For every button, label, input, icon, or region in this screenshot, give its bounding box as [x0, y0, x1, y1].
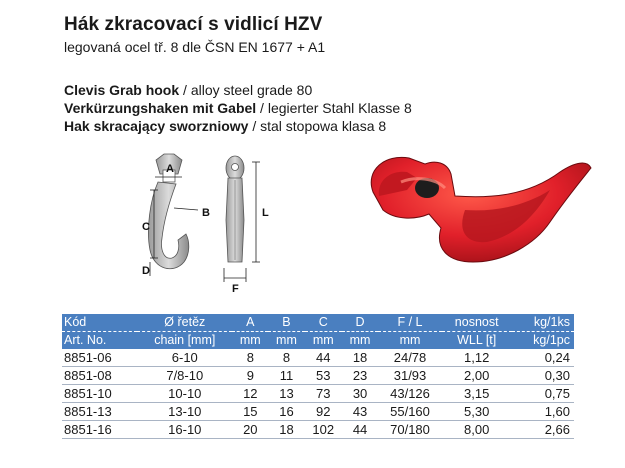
cell-chain: 13-10 — [137, 403, 232, 421]
cell-weight: 2,66 — [512, 421, 575, 439]
cell-a: 12 — [232, 385, 268, 403]
cell-b: 11 — [268, 367, 304, 385]
table-row — [62, 403, 574, 421]
cell-a: 9 — [232, 367, 268, 385]
desc-de: / legierter Stahl Klasse 8 — [256, 100, 412, 116]
cell-a: 20 — [232, 421, 268, 439]
cell-fl: 31/93 — [378, 367, 442, 385]
hook-side-view — [226, 156, 244, 262]
cell-c: 44 — [305, 349, 342, 367]
cell-fl: 55/160 — [378, 403, 442, 421]
desc-en: / alloy steel grade 80 — [179, 82, 313, 98]
cell-wll: 3,15 — [442, 385, 512, 403]
col-unit-d: mm — [342, 332, 378, 350]
cell-a: 15 — [232, 403, 268, 421]
name-pl: Hak skracający sworzniowy — [64, 118, 249, 134]
col-unit-fl: mm — [378, 332, 442, 350]
cell-b: 13 — [268, 385, 304, 403]
table-row — [62, 367, 574, 385]
col-unit-code: Art. No. — [62, 332, 137, 350]
col-unit-weight: kg/1pc — [512, 332, 575, 350]
col-header-wll: nosnost — [442, 314, 512, 332]
cell-b: 18 — [268, 421, 304, 439]
cell-chain: 10-10 — [137, 385, 232, 403]
cell-c: 53 — [305, 367, 342, 385]
table-row — [62, 349, 574, 367]
name-line-de — [64, 100, 412, 116]
cell-code: 8851-06 — [62, 349, 137, 367]
dim-label-d: D — [142, 265, 150, 277]
cell-weight: 0,30 — [512, 367, 575, 385]
name-en: Clevis Grab hook — [64, 82, 180, 98]
cell-chain: 7/8-10 — [137, 367, 232, 385]
col-header-code: Kód — [62, 314, 137, 332]
cell-d: 23 — [342, 367, 378, 385]
cell-chain: 16-10 — [137, 421, 232, 439]
cell-fl: 43/126 — [378, 385, 442, 403]
cell-code: 8851-08 — [62, 367, 137, 385]
cell-code: 8851-16 — [62, 421, 137, 439]
page-subtitle: legovaná ocel tř. 8 dle ČSN EN 1677 + A1 — [64, 39, 326, 55]
cell-fl: 24/78 — [378, 349, 442, 367]
name-line-pl — [64, 118, 386, 134]
cell-weight: 0,75 — [512, 385, 575, 403]
cell-d: 18 — [342, 349, 378, 367]
cell-c: 92 — [305, 403, 342, 421]
cell-code: 8851-10 — [62, 385, 137, 403]
col-header-weight: kg/1ks — [512, 314, 575, 332]
cell-wll: 8,00 — [442, 421, 512, 439]
dim-label-c: C — [142, 221, 150, 233]
table-header-row-units — [62, 332, 574, 350]
cell-c: 73 — [305, 385, 342, 403]
col-header-b: B — [268, 314, 304, 332]
col-header-fl: F / L — [378, 314, 442, 332]
cell-weight: 0,24 — [512, 349, 575, 367]
col-header-d: D — [342, 314, 378, 332]
cell-b: 16 — [268, 403, 304, 421]
cell-fl: 70/180 — [378, 421, 442, 439]
col-unit-a: mm — [232, 332, 268, 350]
col-header-chain: Ø řetěz — [137, 314, 232, 332]
cell-wll: 1,12 — [442, 349, 512, 367]
col-header-a: A — [232, 314, 268, 332]
col-unit-b: mm — [268, 332, 304, 350]
cell-b: 8 — [268, 349, 304, 367]
dim-label-f: F — [232, 283, 239, 295]
table-header-row — [62, 314, 574, 332]
col-header-c: C — [305, 314, 342, 332]
name-de: Verkürzungshaken mit Gabel — [64, 100, 257, 116]
cell-chain: 6-10 — [137, 349, 232, 367]
cell-d: 44 — [342, 421, 378, 439]
cell-d: 43 — [342, 403, 378, 421]
table-row — [62, 385, 574, 403]
hook-dimension-drawing — [120, 150, 280, 295]
cell-wll: 5,30 — [442, 403, 512, 421]
desc-pl: / stal stopowa klasa 8 — [248, 118, 387, 134]
cell-d: 30 — [342, 385, 378, 403]
col-unit-wll: WLL [t] — [442, 332, 512, 350]
dim-label-b: B — [202, 207, 210, 219]
hook-product-photo — [355, 140, 615, 270]
page-title: Hák zkracovací s vidlicí HZV — [64, 14, 323, 35]
spec-table — [62, 314, 574, 439]
dim-label-l: L — [262, 207, 269, 219]
name-line-en — [64, 82, 312, 98]
col-unit-c: mm — [305, 332, 342, 350]
cell-wll: 2,00 — [442, 367, 512, 385]
dim-label-a: A — [166, 163, 174, 175]
cell-c: 102 — [305, 421, 342, 439]
cell-weight: 1,60 — [512, 403, 575, 421]
cell-a: 8 — [232, 349, 268, 367]
cell-code: 8851-13 — [62, 403, 137, 421]
col-unit-chain: chain [mm] — [137, 332, 232, 350]
table-row — [62, 421, 574, 439]
